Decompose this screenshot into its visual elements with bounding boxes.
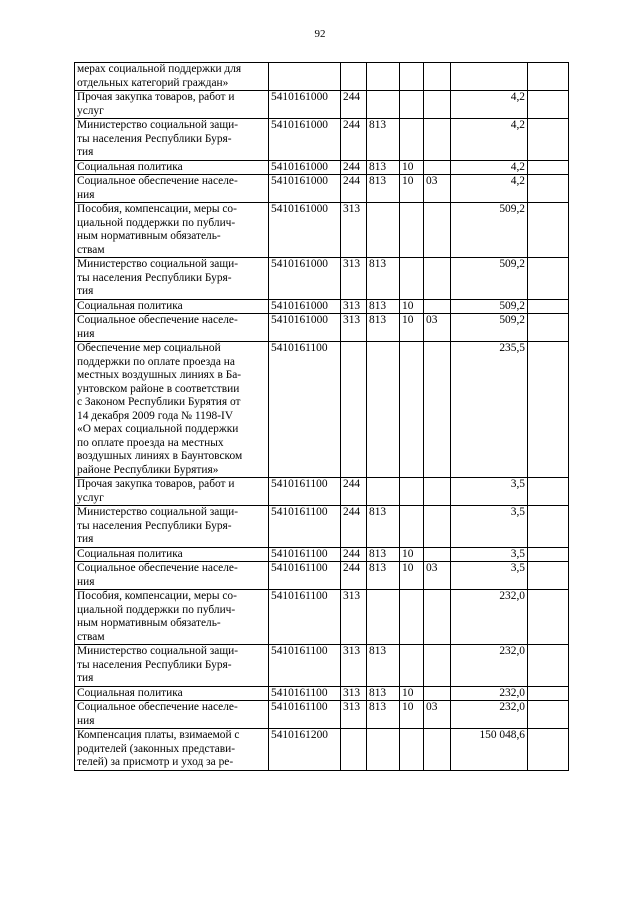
amount-cell: 232,0 bbox=[451, 645, 528, 687]
section-cell: 10 bbox=[400, 314, 424, 342]
name-line: «О мерах социальной поддержки bbox=[77, 423, 239, 435]
name-line: Прочая закупка товаров, работ и bbox=[77, 478, 235, 490]
extra-cell bbox=[528, 478, 569, 506]
name-line: ты населения Республики Буря- bbox=[77, 271, 232, 284]
extra-cell bbox=[528, 299, 569, 314]
table-row bbox=[75, 299, 569, 314]
table-row bbox=[75, 645, 569, 687]
name-line: Социальная политика bbox=[77, 299, 183, 312]
expense-type-cell: 244 bbox=[341, 175, 367, 203]
expense-type-cell: 244 bbox=[341, 91, 367, 119]
amount-cell: 3,5 bbox=[451, 506, 528, 548]
target-article-cell: 5410161100 bbox=[269, 701, 341, 729]
administrator-cell: 813 bbox=[367, 119, 400, 161]
name-line: Пособия, компенсации, меры со- bbox=[77, 203, 237, 215]
subsection-cell bbox=[424, 547, 451, 562]
table-row bbox=[75, 701, 569, 729]
subsection-cell bbox=[424, 299, 451, 314]
subsection-cell bbox=[424, 342, 451, 478]
expense-type-cell: 313 bbox=[341, 258, 367, 300]
target-article-cell bbox=[269, 63, 341, 91]
name-line: услуг bbox=[77, 491, 104, 504]
table-row bbox=[75, 506, 569, 548]
name-line: мерах социальной поддержки для bbox=[77, 63, 242, 75]
name-line: Социальная политика bbox=[77, 686, 183, 699]
name-line: Социальное обеспечение населе- bbox=[77, 175, 238, 187]
amount-cell: 232,0 bbox=[451, 590, 528, 645]
name-line: по оплате проезда на местных bbox=[77, 436, 224, 449]
section-cell: 10 bbox=[400, 175, 424, 203]
name-line: ным нормативным обязатель- bbox=[77, 617, 221, 629]
name-line: Социальная политика bbox=[77, 547, 183, 560]
name-line: услуг bbox=[77, 104, 104, 117]
extra-cell bbox=[528, 562, 569, 590]
name-line: отдельных категорий граждан» bbox=[77, 76, 229, 89]
expense-type-cell: 313 bbox=[341, 203, 367, 258]
name-cell bbox=[75, 506, 269, 548]
name-line: унтовском районе в соответствии bbox=[77, 382, 240, 395]
extra-cell bbox=[528, 160, 569, 175]
name-line: тия bbox=[77, 146, 94, 158]
name-line: Министерство социальной защи- bbox=[77, 258, 239, 270]
name-line: ты населения Республики Буря- bbox=[77, 519, 232, 532]
name-line: ния bbox=[77, 575, 95, 588]
amount-cell: 4,2 bbox=[451, 160, 528, 175]
subsection-cell bbox=[424, 91, 451, 119]
table-row bbox=[75, 91, 569, 119]
name-cell bbox=[75, 562, 269, 590]
name-line: Министерство социальной защи- bbox=[77, 645, 239, 657]
table-row bbox=[75, 258, 569, 300]
name-line: Социальная политика bbox=[77, 160, 183, 173]
section-cell bbox=[400, 119, 424, 161]
name-line: с Законом Республики Бурятия от bbox=[77, 396, 241, 408]
amount-cell: 150 048,6 bbox=[451, 729, 528, 771]
section-cell: 10 bbox=[400, 701, 424, 729]
target-article-cell: 5410161000 bbox=[269, 175, 341, 203]
target-article-cell: 5410161000 bbox=[269, 258, 341, 300]
section-cell bbox=[400, 590, 424, 645]
extra-cell bbox=[528, 258, 569, 300]
subsection-cell bbox=[424, 478, 451, 506]
expense-type-cell: 313 bbox=[341, 299, 367, 314]
subsection-cell bbox=[424, 686, 451, 701]
target-article-cell: 5410161100 bbox=[269, 478, 341, 506]
administrator-cell: 813 bbox=[367, 160, 400, 175]
administrator-cell: 813 bbox=[367, 299, 400, 314]
expense-type-cell: 244 bbox=[341, 506, 367, 548]
extra-cell bbox=[528, 729, 569, 771]
name-cell bbox=[75, 119, 269, 161]
section-cell: 10 bbox=[400, 160, 424, 175]
table-row bbox=[75, 729, 569, 771]
name-line: Прочая закупка товаров, работ и bbox=[77, 91, 235, 103]
subsection-cell: 03 bbox=[424, 314, 451, 342]
extra-cell bbox=[528, 686, 569, 701]
subsection-cell bbox=[424, 119, 451, 161]
name-line: ния bbox=[77, 327, 95, 340]
name-cell bbox=[75, 686, 269, 701]
table-row bbox=[75, 547, 569, 562]
expense-type-cell: 244 bbox=[341, 478, 367, 506]
table-row bbox=[75, 478, 569, 506]
subsection-cell bbox=[424, 203, 451, 258]
name-line: ствам bbox=[77, 630, 105, 643]
amount-cell: 235,5 bbox=[451, 342, 528, 478]
name-line: родителей (законных представи- bbox=[77, 742, 236, 755]
target-article-cell: 5410161100 bbox=[269, 590, 341, 645]
name-line: Социальное обеспечение населе- bbox=[77, 562, 238, 574]
page-number: 92 bbox=[314, 28, 326, 40]
section-cell: 10 bbox=[400, 562, 424, 590]
section-cell bbox=[400, 63, 424, 91]
section-cell: 10 bbox=[400, 299, 424, 314]
administrator-cell: 813 bbox=[367, 506, 400, 548]
name-line: 14 декабря 2009 года № 1198-IV bbox=[77, 409, 234, 422]
administrator-cell bbox=[367, 342, 400, 478]
amount-cell: 232,0 bbox=[451, 686, 528, 701]
name-cell bbox=[75, 258, 269, 300]
amount-cell: 4,2 bbox=[451, 175, 528, 203]
name-line: ным нормативным обязатель- bbox=[77, 230, 221, 242]
expense-type-cell: 244 bbox=[341, 160, 367, 175]
section-cell bbox=[400, 203, 424, 258]
name-cell bbox=[75, 203, 269, 258]
name-line: Компенсация платы, взимаемой с bbox=[77, 729, 240, 741]
budget-table bbox=[74, 62, 569, 771]
table-row bbox=[75, 63, 569, 91]
name-line: циальной поддержки по публич- bbox=[77, 603, 236, 616]
name-line: Министерство социальной защи- bbox=[77, 119, 239, 131]
name-line: ты населения Республики Буря- bbox=[77, 132, 232, 145]
expense-type-cell: 244 bbox=[341, 562, 367, 590]
target-article-cell: 5410161100 bbox=[269, 562, 341, 590]
target-article-cell: 5410161000 bbox=[269, 314, 341, 342]
name-line: воздушных линиях в Баунтовском bbox=[77, 450, 243, 462]
extra-cell bbox=[528, 547, 569, 562]
amount-cell: 509,2 bbox=[451, 203, 528, 258]
name-line: Социальное обеспечение населе- bbox=[77, 701, 238, 713]
expense-type-cell: 244 bbox=[341, 547, 367, 562]
name-line: поддержки по оплате проезда на bbox=[77, 355, 235, 368]
name-line: районе Республики Бурятия» bbox=[77, 463, 219, 476]
expense-type-cell bbox=[341, 63, 367, 91]
extra-cell bbox=[528, 175, 569, 203]
name-cell bbox=[75, 478, 269, 506]
name-line: тия bbox=[77, 285, 94, 297]
subsection-cell bbox=[424, 258, 451, 300]
expense-type-cell: 313 bbox=[341, 314, 367, 342]
subsection-cell: 03 bbox=[424, 175, 451, 203]
extra-cell bbox=[528, 701, 569, 729]
table-row bbox=[75, 160, 569, 175]
administrator-cell: 813 bbox=[367, 175, 400, 203]
section-cell: 10 bbox=[400, 547, 424, 562]
administrator-cell: 813 bbox=[367, 547, 400, 562]
name-line: Пособия, компенсации, меры со- bbox=[77, 590, 237, 602]
amount-cell: 3,5 bbox=[451, 562, 528, 590]
name-line: Социальное обеспечение населе- bbox=[77, 314, 238, 326]
table-row bbox=[75, 342, 569, 478]
amount-cell: 3,5 bbox=[451, 547, 528, 562]
name-cell bbox=[75, 299, 269, 314]
section-cell bbox=[400, 506, 424, 548]
name-cell bbox=[75, 63, 269, 91]
name-line: тия bbox=[77, 672, 94, 684]
amount-cell: 509,2 bbox=[451, 299, 528, 314]
target-article-cell: 5410161000 bbox=[269, 91, 341, 119]
target-article-cell: 5410161000 bbox=[269, 299, 341, 314]
expense-type-cell: 244 bbox=[341, 119, 367, 161]
name-line: тия bbox=[77, 533, 94, 545]
table-row bbox=[75, 203, 569, 258]
name-cell bbox=[75, 547, 269, 562]
name-cell bbox=[75, 342, 269, 478]
target-article-cell: 5410161200 bbox=[269, 729, 341, 771]
administrator-cell bbox=[367, 590, 400, 645]
section-cell bbox=[400, 258, 424, 300]
administrator-cell bbox=[367, 729, 400, 771]
name-line: ния bbox=[77, 714, 95, 727]
amount-cell: 3,5 bbox=[451, 478, 528, 506]
name-line: телей) за присмотр и уход за ре- bbox=[77, 756, 234, 768]
administrator-cell: 813 bbox=[367, 686, 400, 701]
administrator-cell: 813 bbox=[367, 562, 400, 590]
target-article-cell: 5410161100 bbox=[269, 645, 341, 687]
subsection-cell bbox=[424, 645, 451, 687]
subsection-cell: 03 bbox=[424, 562, 451, 590]
target-article-cell: 5410161000 bbox=[269, 119, 341, 161]
expense-type-cell bbox=[341, 342, 367, 478]
name-cell bbox=[75, 590, 269, 645]
name-cell bbox=[75, 701, 269, 729]
administrator-cell bbox=[367, 91, 400, 119]
expense-type-cell: 313 bbox=[341, 686, 367, 701]
name-line: циальной поддержки по публич- bbox=[77, 216, 236, 229]
section-cell bbox=[400, 342, 424, 478]
table-row bbox=[75, 562, 569, 590]
extra-cell bbox=[528, 314, 569, 342]
section-cell bbox=[400, 91, 424, 119]
administrator-cell: 813 bbox=[367, 645, 400, 687]
target-article-cell: 5410161100 bbox=[269, 547, 341, 562]
table-row bbox=[75, 175, 569, 203]
table-row bbox=[75, 119, 569, 161]
name-cell bbox=[75, 729, 269, 771]
extra-cell bbox=[528, 645, 569, 687]
extra-cell bbox=[528, 506, 569, 548]
extra-cell bbox=[528, 342, 569, 478]
subsection-cell bbox=[424, 590, 451, 645]
expense-type-cell: 313 bbox=[341, 590, 367, 645]
amount-cell bbox=[451, 63, 528, 91]
administrator-cell bbox=[367, 478, 400, 506]
section-cell bbox=[400, 729, 424, 771]
extra-cell bbox=[528, 203, 569, 258]
name-cell bbox=[75, 175, 269, 203]
section-cell bbox=[400, 645, 424, 687]
target-article-cell: 5410161100 bbox=[269, 506, 341, 548]
target-article-cell: 5410161000 bbox=[269, 203, 341, 258]
amount-cell: 509,2 bbox=[451, 314, 528, 342]
target-article-cell: 5410161100 bbox=[269, 686, 341, 701]
name-line: ния bbox=[77, 188, 95, 201]
table-row bbox=[75, 686, 569, 701]
section-cell bbox=[400, 478, 424, 506]
name-line: Министерство социальной защи- bbox=[77, 506, 239, 518]
subsection-cell: 03 bbox=[424, 701, 451, 729]
name-line: ствам bbox=[77, 243, 105, 256]
expense-type-cell: 313 bbox=[341, 701, 367, 729]
section-cell: 10 bbox=[400, 686, 424, 701]
name-cell bbox=[75, 160, 269, 175]
administrator-cell: 813 bbox=[367, 701, 400, 729]
amount-cell: 232,0 bbox=[451, 701, 528, 729]
table-row bbox=[75, 314, 569, 342]
name-cell bbox=[75, 645, 269, 687]
name-line: Обеспечение мер социальной bbox=[77, 342, 221, 354]
administrator-cell: 813 bbox=[367, 314, 400, 342]
subsection-cell bbox=[424, 729, 451, 771]
amount-cell: 4,2 bbox=[451, 91, 528, 119]
extra-cell bbox=[528, 119, 569, 161]
subsection-cell bbox=[424, 506, 451, 548]
name-line: ты населения Республики Буря- bbox=[77, 658, 232, 671]
expense-type-cell bbox=[341, 729, 367, 771]
amount-cell: 509,2 bbox=[451, 258, 528, 300]
name-cell bbox=[75, 91, 269, 119]
administrator-cell: 813 bbox=[367, 258, 400, 300]
name-line: местных воздушных линиях в Ба- bbox=[77, 369, 242, 381]
administrator-cell bbox=[367, 63, 400, 91]
target-article-cell: 5410161100 bbox=[269, 342, 341, 478]
expense-type-cell: 313 bbox=[341, 645, 367, 687]
table-row bbox=[75, 590, 569, 645]
administrator-cell bbox=[367, 203, 400, 258]
subsection-cell bbox=[424, 63, 451, 91]
name-cell bbox=[75, 314, 269, 342]
extra-cell bbox=[528, 91, 569, 119]
target-article-cell: 5410161000 bbox=[269, 160, 341, 175]
amount-cell: 4,2 bbox=[451, 119, 528, 161]
extra-cell bbox=[528, 590, 569, 645]
subsection-cell bbox=[424, 160, 451, 175]
extra-cell bbox=[528, 63, 569, 91]
